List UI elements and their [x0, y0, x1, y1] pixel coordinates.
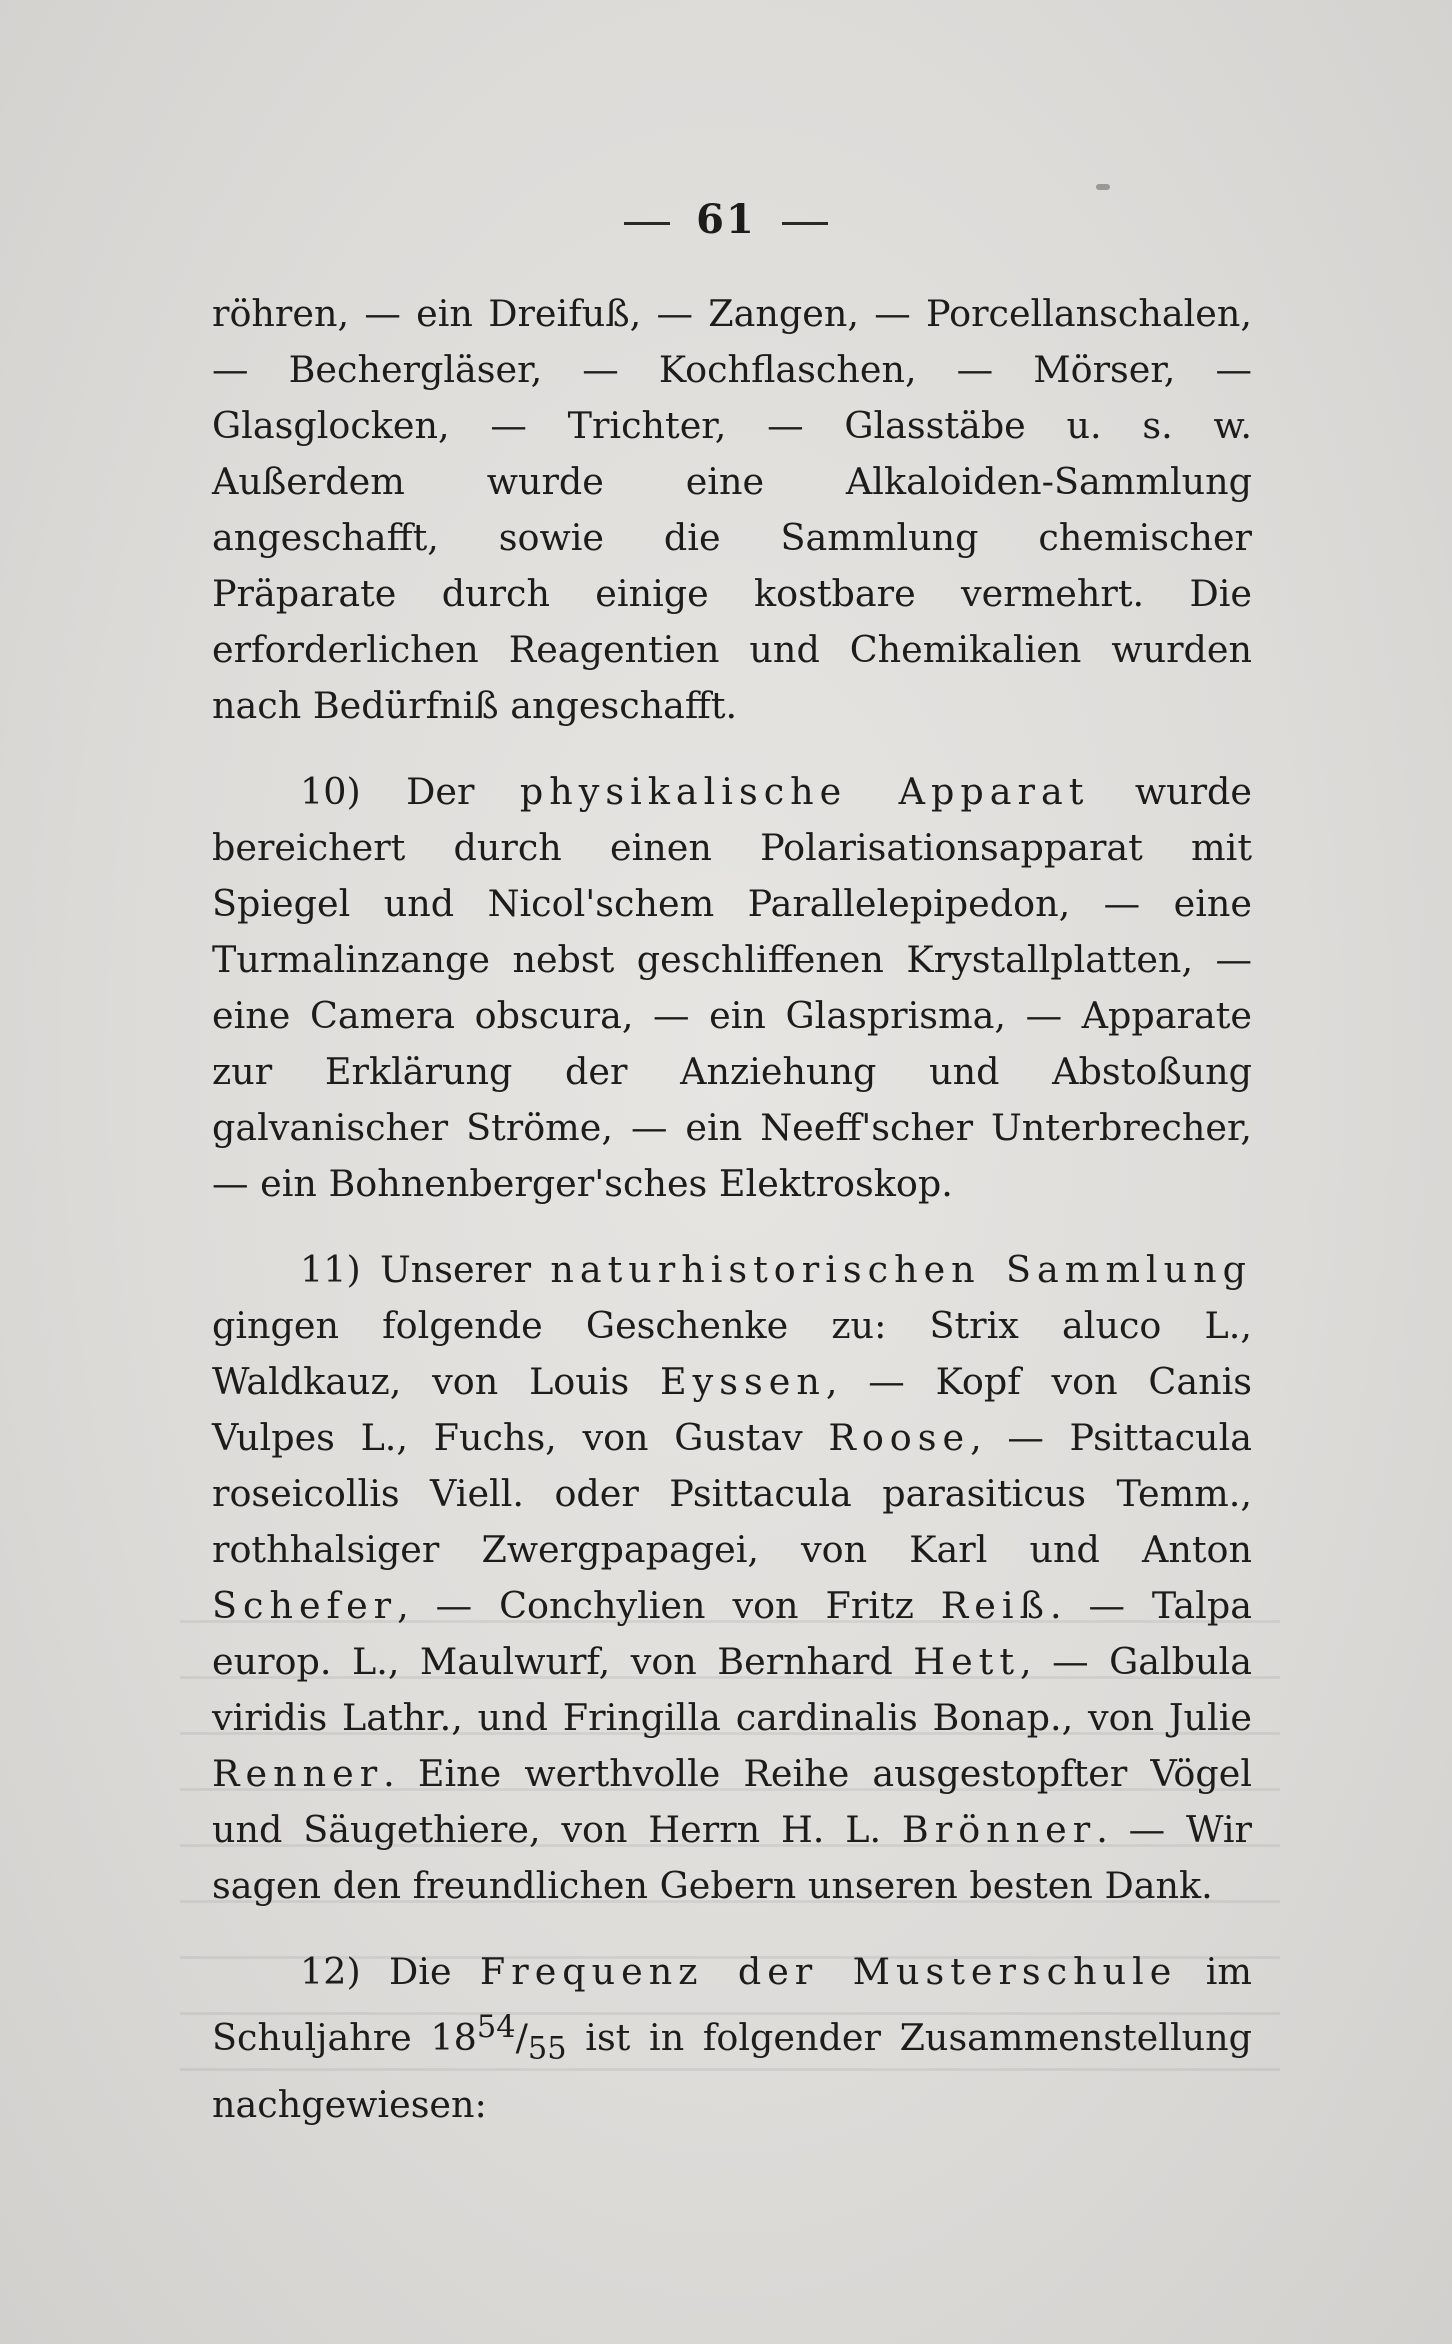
item-number: 11) [300, 1248, 361, 1291]
print-speck [1096, 184, 1110, 190]
text-run: Der [406, 770, 475, 813]
text-run: gingen folgende Geschenke zu: Strix aluco L., Waldkauz, von Louis [212, 1304, 1252, 1403]
text-run: . — Wir sagen den freundlichen Gebern unseren besten Dank. [212, 1808, 1252, 1907]
paragraph-12 [212, 1944, 1252, 2133]
donor-name: Roose [828, 1416, 971, 1459]
donor-name: Eyssen [660, 1360, 826, 1403]
text-run: ist in folgender Zusammenstellung nachgewiesen: [212, 2016, 1252, 2127]
donor-name: Schefer [212, 1584, 398, 1627]
item-number: 12) [300, 1950, 361, 1993]
text-run: Die [389, 1950, 452, 1993]
page-number-value: 61 [696, 196, 756, 243]
paragraph-11 [212, 1242, 1252, 1914]
emphasis-physikalische-apparat: physikalische Apparat [519, 770, 1090, 813]
year-slash: / [515, 2016, 528, 2060]
emphasis-frequenz: Frequenz der Musterschule [479, 1950, 1178, 1993]
item-number: 10) [300, 770, 361, 813]
text-run: , — Psittacula roseicollis Viell. oder Psittacula parasiticus Temm., rothhalsiger Zwergpapagei, von Karl und Anton [212, 1416, 1253, 1571]
donor-name: Renner [212, 1752, 384, 1795]
emphasis-naturhistorischen-sammlung: naturhistorischen Sammlung [550, 1248, 1252, 1291]
paragraph-continuation: röhren, — ein Dreifuß, — Zangen, — Porcellanschalen, — Bechergläser, — Kochflaschen, — Mörser, — Glasglocken, — Trichter, — Glasstäbe u. s. w. Außerdem wurde eine Alkaloiden-Sammlung angeschafft, sowie die Sammlung chemischer Präparate durch einige kostbare vermehrt. Die erforderlichen Reagentien und Chemikalien wurden nach Bedürfniß angeschafft. [212, 292, 1252, 727]
body-text [212, 286, 1252, 2133]
right-dash [782, 222, 828, 225]
text-run: . Eine werthvolle Reihe ausgestopfter Vögel und Säugethiere, von Herrn H. L. [212, 1752, 1252, 1851]
donor-name: Reiß [940, 1584, 1050, 1627]
year-superscript: 54 [476, 2010, 516, 2045]
left-dash [624, 222, 670, 225]
text-run: , — Conchylien von Fritz [397, 1584, 914, 1627]
text-run: . — Talpa europ. L., Maulwurf, von Bernhard [212, 1584, 1252, 1683]
text-run: wurde bereichert durch einen Polarisationsapparat mit Spiegel und Nicol'schem Parallelepipedon, — eine Turmalinzange nebst geschliffenen Krystallplatten, — eine Camera obscura, — ein Glasprisma, — Apparate zur Erklärung der Anziehung und Abstoßung galvanischer Ströme, — ein Neeff'scher Unterbrecher, — ein Bohnenberger'sches Elektroskop. [212, 770, 1252, 1205]
paragraph-10 [212, 764, 1252, 1212]
text-run: im Schuljahre 18 [212, 1950, 1253, 2060]
year-subscript: 55 [527, 2031, 567, 2067]
donor-name: Hett [913, 1640, 1021, 1683]
text-run: , — Galbula viridis Lathr., und Fringilla cardinalis Bonap., von Julie [212, 1640, 1252, 1739]
text-run: , — Kopf von Canis Vulpes L., Fuchs, von Gustav [212, 1360, 1253, 1459]
donor-name: Brönner [901, 1808, 1097, 1851]
page-number [0, 196, 1452, 243]
text-run: Unserer [379, 1248, 532, 1291]
